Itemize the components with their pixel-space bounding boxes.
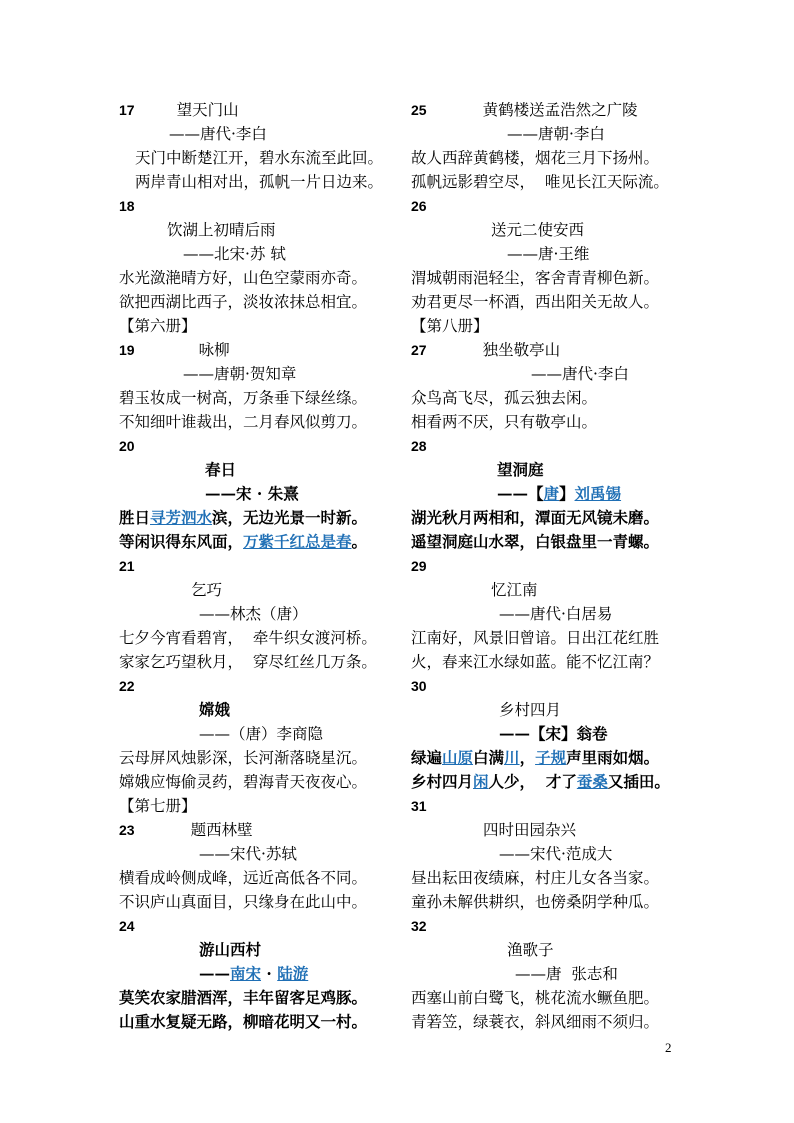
- poem-number: 18: [119, 198, 135, 214]
- poem-line: 不识庐山真面目，只缘身在此山中。: [119, 893, 368, 911]
- poem-text: 胜日: [119, 508, 151, 527]
- author-text: ·: [261, 964, 278, 983]
- poem-text: ，: [519, 748, 536, 767]
- poem-number: 17: [119, 102, 135, 118]
- poem-line: 孤帆远影碧空尽， 唯见长江天际流。: [411, 173, 669, 191]
- poem-header: [119, 98, 401, 122]
- poem-text: 绿遍: [411, 748, 443, 767]
- poem-number: 26: [411, 198, 427, 214]
- poem-author: ——宋代·范成大: [499, 845, 613, 863]
- poem-line: 家家乞巧望秋月， 穿尽红丝几万条。: [119, 653, 377, 671]
- poem-author: ——唐·王维: [507, 245, 590, 263]
- poem-title: 望天门山: [176, 101, 239, 119]
- poem-number: 31: [411, 798, 427, 814]
- poem-number: 22: [119, 678, 135, 694]
- poem-text: 人少， 才了: [488, 772, 577, 791]
- poem-line: 渭城朝雨浥轻尘，客舍青青柳色新。: [411, 269, 660, 287]
- poem-line: [411, 746, 693, 770]
- poem-title: 乡村四月: [499, 701, 562, 719]
- poem-title: 咏柳: [198, 341, 230, 359]
- poem-author: ——宋 · 朱熹: [205, 484, 299, 503]
- poem-header: [119, 338, 401, 362]
- poem-author: ——（唐）李商隐: [199, 725, 324, 743]
- poem-line: 不知细叶谁裁出，二月春风似剪刀。: [119, 413, 368, 431]
- poem-number: 32: [411, 918, 427, 934]
- right-column: [411, 98, 693, 1034]
- poem-link[interactable]: 闲: [473, 772, 489, 791]
- poem-author: ——北宋·苏 轼: [183, 245, 286, 263]
- poem-text: 。: [351, 532, 368, 551]
- poem-line: 江南好，风景旧曾谙。日出江花红胜: [411, 629, 660, 647]
- poem-line: 水光潋滟晴方好，山色空蒙雨亦奇。: [119, 269, 368, 287]
- poem-link[interactable]: 蚕桑: [576, 772, 608, 791]
- poem-number: 23: [119, 822, 135, 838]
- author-text: 】: [559, 484, 575, 503]
- poem-number: 19: [119, 342, 135, 358]
- section-heading: 【第六册】: [119, 317, 197, 335]
- poem-line: 嫦娥应悔偷灵药，碧海青天夜夜心。: [119, 773, 368, 791]
- poem-number: 28: [411, 438, 427, 454]
- poem-line: 昼出耘田夜绩麻，村庄儿女各当家。: [411, 869, 660, 887]
- poem-author: ——唐代·白居易: [499, 605, 613, 623]
- poem-number: 30: [411, 678, 427, 694]
- author-link[interactable]: 刘禹锡: [574, 484, 622, 503]
- poem-line: 童孙未解供耕织，也傍桑阴学种瓜。: [411, 893, 660, 911]
- section-heading: 【第七册】: [119, 797, 197, 815]
- poem-title: 春日: [205, 460, 237, 479]
- poem-author: [119, 962, 401, 986]
- poem-title: 独坐敬亭山: [482, 341, 561, 359]
- poem-line: 欲把西湖比西子，淡妆浓抹总相宜。: [119, 293, 368, 311]
- poem-line: 七夕今宵看碧宵， 牵牛织女渡河桥。: [119, 629, 377, 647]
- author-link[interactable]: 陆游: [277, 964, 309, 983]
- poem-author: ——唐朝·贺知章: [183, 365, 297, 383]
- poem-text: 又插田。: [607, 772, 670, 791]
- poem-number: 27: [411, 342, 427, 358]
- author-link[interactable]: 唐: [543, 484, 560, 503]
- poem-author: ——唐 张志和: [515, 965, 618, 983]
- poem-title: 望洞庭: [497, 460, 544, 479]
- poem-line: 火，春来江水绿如蓝。能不忆江南？: [411, 653, 660, 671]
- poem-text: 声里雨如烟。: [566, 748, 660, 767]
- poem-title: 忆江南: [491, 581, 538, 599]
- poem-link[interactable]: 寻芳泗水: [150, 508, 213, 527]
- author-link[interactable]: 南宋: [230, 964, 262, 983]
- poem-line: 天门中断楚江开，碧水东流至此回。: [135, 149, 384, 167]
- poem-number: 29: [411, 558, 427, 574]
- page-number: 2: [665, 1040, 672, 1055]
- poem-header: [411, 338, 693, 362]
- poem-link[interactable]: 山原: [442, 748, 474, 767]
- poem-line: 故人西辞黄鹤楼，烟花三月下扬州。: [411, 149, 660, 167]
- poem-line: 劝君更尽一杯酒，西出阳关无故人。: [411, 293, 660, 311]
- poem-author: ——【宋】翁卷: [499, 724, 608, 743]
- poem-number: 20: [119, 438, 135, 454]
- poem-title: 乞巧: [191, 581, 223, 599]
- poem-link[interactable]: 万紫千红总是春: [243, 532, 352, 551]
- poem-title: 饮湖上初晴后雨: [167, 221, 276, 239]
- poem-line: 两岸青山相对出，孤帆一片日边来。: [135, 173, 384, 191]
- poem-line: 莫笑农家腊酒浑，丰年留客足鸡豚。: [119, 988, 368, 1007]
- poem-line: [411, 770, 693, 794]
- poem-title: 题西林壁: [190, 821, 253, 839]
- poem-text: 乡村四月: [411, 772, 474, 791]
- poem-line: 相看两不厌，只有敬亭山。: [411, 413, 598, 431]
- author-text: ——: [199, 964, 230, 983]
- poem-number: 21: [119, 558, 135, 574]
- poem-author: ——宋代·苏轼: [199, 845, 297, 863]
- poem-title: 四时田园杂兴: [483, 821, 577, 839]
- poem-title: 游山西村: [199, 940, 262, 959]
- poem-author: ——唐代·李白: [531, 365, 629, 383]
- poem-author: ——林杰（唐）: [199, 605, 308, 623]
- poem-text: 白满: [473, 748, 505, 767]
- poem-link[interactable]: 川: [504, 748, 520, 767]
- poem-line: 遥望洞庭山水翠，白银盘里一青螺。: [411, 532, 660, 551]
- poem-line: 横看成岭侧成峰，远近高低各不同。: [119, 869, 368, 887]
- poem-line: [119, 506, 401, 530]
- poem-header: [411, 98, 693, 122]
- left-column: [119, 98, 401, 1034]
- poem-title: 嫦娥: [199, 700, 231, 719]
- author-text: ——【: [497, 484, 544, 503]
- poem-line: 众鸟高飞尽，孤云独去闲。: [411, 389, 598, 407]
- poem-author: [411, 482, 693, 506]
- poem-author: ——唐代·李白: [169, 125, 267, 143]
- poem-line: 青箬笠，绿蓑衣，斜风细雨不须归。: [411, 1013, 660, 1031]
- poem-number: 24: [119, 918, 135, 934]
- poem-title: 渔歌子: [507, 941, 554, 959]
- poem-author: ——唐朝·李白: [507, 125, 605, 143]
- poem-text: 等闲识得东风面，: [119, 532, 244, 551]
- poem-title: 送元二使安西: [491, 221, 585, 239]
- poem-line: 碧玉妆成一树高，万条垂下绿丝绦。: [119, 389, 368, 407]
- poem-number: 25: [411, 102, 427, 118]
- poem-header: [119, 818, 401, 842]
- poem-line: 山重水复疑无路，柳暗花明又一村。: [119, 1012, 368, 1031]
- poem-text: 滨，无边光景一时新。: [212, 508, 368, 527]
- poem-line: 西塞山前白鹭飞，桃花流水鳜鱼肥。: [411, 989, 660, 1007]
- poem-title: 黄鹤楼送孟浩然之广陵: [482, 101, 638, 119]
- poem-link[interactable]: 子规: [535, 748, 567, 767]
- section-heading: 【第八册】: [411, 317, 489, 335]
- poem-line: [119, 530, 401, 554]
- poem-line: 湖光秋月两相和，潭面无风镜未磨。: [411, 508, 660, 527]
- poem-line: 云母屏风烛影深，长河渐落晓星沉。: [119, 749, 368, 767]
